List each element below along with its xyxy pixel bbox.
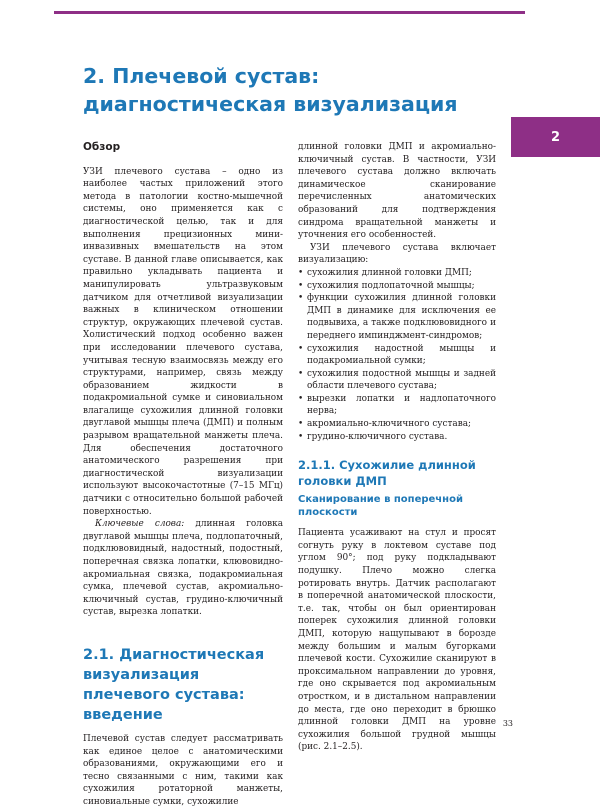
list-item: • грудино-ключичного сустава. xyxy=(298,431,496,444)
list-item: • функции сухожилия длинной головки ДМП в динамике для исключения ее подвывиха, а также подклювовидного и переднего импинджмент-синдромов; xyxy=(298,292,496,342)
list-item: • акромиально-ключичного сустава; xyxy=(298,418,496,431)
overview-heading: Обзор xyxy=(83,141,121,153)
left-column xyxy=(83,141,283,809)
list-item: • вырезки лопатки и надлопаточного нерва; xyxy=(298,393,496,418)
top-accent-rule xyxy=(54,11,525,14)
list-item: • сухожилия надостной мышцы и подакромиальной сумки; xyxy=(298,343,496,368)
overview-paragraph: УЗИ плечевого сустава – одно из наиболее частых приложений этого метода в патологии костно-мышечной системы, оно применяется как с диагностической целью, так и для выполнения прецизионных мини-инвазивных вмешательств на этом суставе. В данной главе описывается, как правильно укладывать пациента и манипулировать ультразвуковым датчиком для отчетливой визуализации важных в клиническом отношении структур, окружающих плечевой сустав. Холистический подход особенно важен при исследовании плечевого сустава, учитывая тесную взаимосвязь между его структурами, например, связь между образованием жидкости в подакромиальной сумке и синовиальном влагалище сухожилия длинной головки двуглавой мышцы плеча (ДМП) и полным разрывом вращательной манжеты плеча. Для обеспечения достаточного анатомического разрешения при диагностической визуализации используют высокочастотные (7–15 МГц) датчики с относительно большой рабочей поверхностью. xyxy=(83,166,283,517)
list-item: • сухожилия длинной головки ДМП; xyxy=(298,267,496,280)
scan-paragraph: Пациента усаживают на стул и просят согнуть руку в локтевом суставе под углом 90°; под руку подкладывают подушку. Плечо можно слегка ротировать внутрь. Датчик располагают в поперечной анатомической плоскости, т.е. так, чтобы он был ориентирован поперек сухожилия длинной головки ДМП, которую нащупывают в борозде между большим и малым бугорками плечевой кости. Сухожилие сканируют в проксимальном направлении до уровня, где оно скрывается под акромиальным отростком, и в дистальном направлении до места, где оно переходит в брюшко длинной головки ДМП на уровне сухожилия большой грудной мышцы (рис. 2.1–2.5). xyxy=(298,528,496,753)
page-number: 33 xyxy=(502,719,513,728)
chapter-tab xyxy=(511,117,600,157)
keywords-text: длинная головка двуглавой мышцы плеча, подлопаточный, подклювовидный, надостный, подостный, поперечная связка лопатки, клювовидно-акромиальная связка, подакромиальная сумка, плечевой сустав, акромиально-ключичный сустав, грудино-ключичный сустав, вырезка лопатки. xyxy=(83,519,283,618)
subsection-heading: 2.1.1. Сухожилие длинной головки ДМП xyxy=(298,458,476,489)
includes-paragraph: УЗИ плечевого сустава включает визуализацию: xyxy=(298,242,496,266)
subsubsection-heading: Сканирование в поперечной плоскости xyxy=(298,494,463,519)
section-heading: 2.1. Диагностическая визуализация плечевого сустава: введение xyxy=(83,646,265,723)
continued-paragraph: длинной головки ДМП и акромиально-ключичный сустав. В частности, УЗИ плечевого сустава должно включать динамическое сканирование перечисленных анатомических образований для подтверждения синдрома вращательной манжеты и уточнения его особенностей. xyxy=(298,142,496,241)
keywords-label: Ключевые слова: xyxy=(95,519,185,530)
chapter-title: 2. Плечевой сустав: диагностическая визуализация xyxy=(83,64,458,116)
structures-list xyxy=(298,267,496,443)
right-column xyxy=(298,141,496,754)
list-item: • сухожилия подлопаточной мышцы; xyxy=(298,280,496,293)
section-paragraph: Плечевой сустав следует рассматривать как единое целое с анатомическими образованиями, окружающими его и тесно связанными с ним, такими как сухожилия ротаторной манжеты, синовиальные сумки, сухожилие xyxy=(83,733,283,807)
chapter-tab-number: 2 xyxy=(550,129,561,145)
keywords-paragraph xyxy=(83,518,283,619)
list-item: • сухожилия подостной мышцы и задней области плечевого сустава; xyxy=(298,368,496,393)
